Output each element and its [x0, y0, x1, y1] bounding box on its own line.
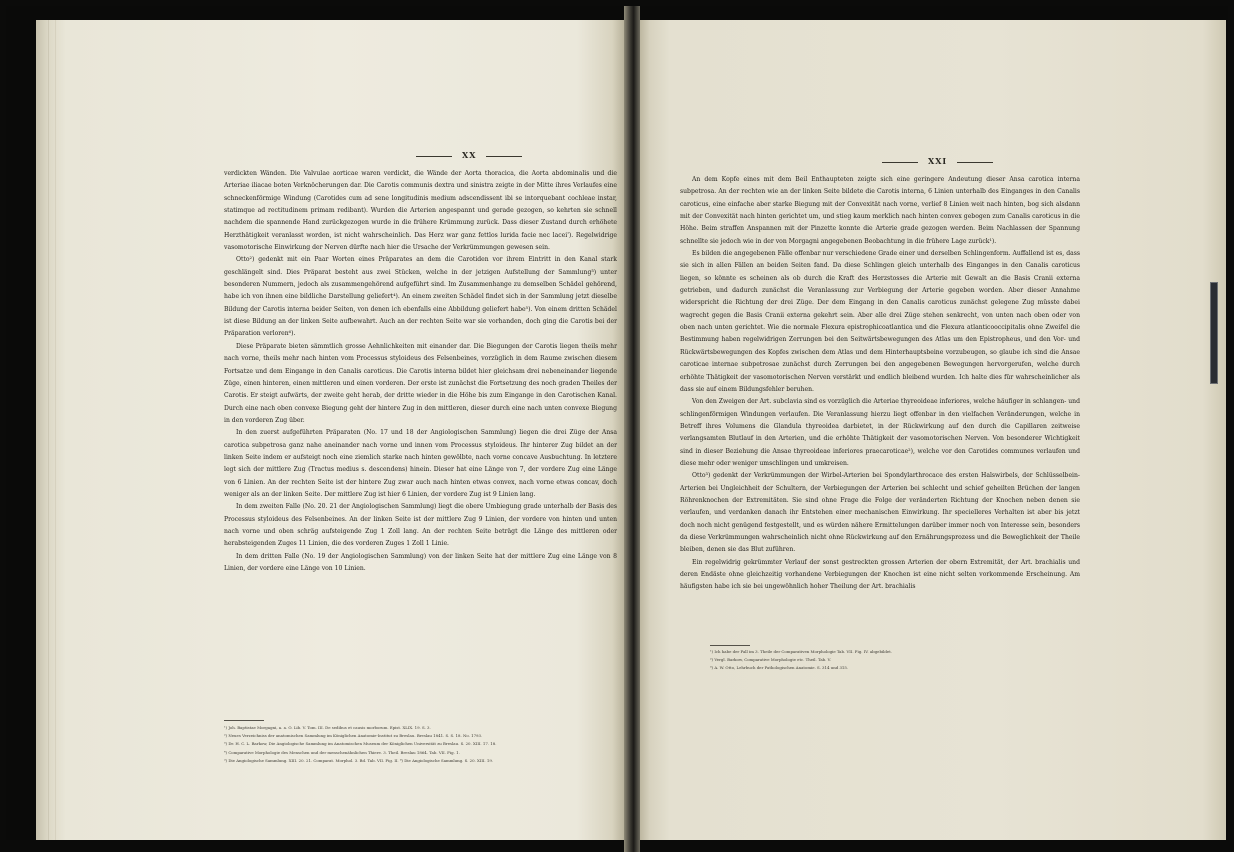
paragraph: In den zuerst aufgeführten Präparaten (No. 17 und 18 der Angiologischen Sammlung) liegen die drei Züge der Ansa carotica subpetrosa ganz nahe aneinander nach vorne und innen vom Processus styloideus. Ihr hinterer Zug bildet an der linken Seite indem er aufsteigt noch eine ziemlich starke nach hinten gewölbte, nach vorne concave Ausbuchtung. In letztere legt sich der mittlere Zug (Tractus medius s. descendens) hinein. Dieser hat eine Länge von 7, der vordere Zug eine Länge von 6 Linien. An der rechten Seite ist der hintere Zug zwar auch nach hinten etwas convex, nach vorne etwas concav, doch weniger als an der linken Seite. Der mittlere Zug ist hier 6 Linien, der vordere Zug ist 9 Linien lang.: [224, 429, 617, 498]
footnote-rule: [224, 720, 264, 721]
book-scan: [6, 6, 1228, 840]
right-page-body: [680, 174, 1080, 594]
paragraph: Ein regelwidrig gekrümmter Verlauf der sonst gestreckten grossen Arterien der obern Extremität, der Art. brachialis und deren Endäste ohne gleichzeitig vorhandene Verbiegungen der Knochen ist eine nicht selten vorkommende Erscheinung. Am häufigsten habe ich sie bei ungewöhnlich hoher Theilung der Art. brachialis: [680, 558, 1080, 591]
paragraph: In dem dritten Falle (No. 19 der Angiologischen Sammlung) von der linken Seite hat der mittlere Zug eine Länge von 8 Linien, der vordere eine Länge von 10 Linien.: [224, 552, 617, 572]
left-page-footnotes: [224, 724, 617, 765]
paragraph: Otto³) gedenkt der Verkrümmungen der Wirbel-Arterien bei Spondylarthrocace des ersten Halswirbels, der Schlüsselbein-Arterien bei Ungleichheit der Schultern, der Verbiegungen der Arterien bei schlecht und schief geheilten Brüchen der langen Röhrenknochen der Extremitäten. Sie sind ohne Frage die Folge der veränderten Richtung der Knochen neben denen sie verlaufen, und verdanken danach ihr Entstehen einer mechanischen Einwirkung. Ihr specielleres Verhalten ist aber bis jetzt doch noch nicht genügend festgestellt, und es würden nähere Ermittelungen darüber immer noch von Interesse sein, besonders da diese Verkrümmungen wahrscheinlich nicht ohne Rückwirkung auf den Ernährungsprozess und die Beweglichkeit der Theile bleiben, denen sie das Blut zuführen.: [680, 472, 1080, 554]
paragraph: Es bilden die angegebenen Fälle offenbar nur verschiedene Grade einer und derselben Schlingenform. Auffallend ist es, dass sie sich in allen Fällen an beiden Seiten fand. Da diese Schlingen gleich unterhalb des Einganges in den Canalis caroticus liegen, so könnte es scheinen als ob durch die Kraft des Herzstosses die Arterie mit Gewalt an die Basis Cranii externa getrieben, und dadurch zunächst die Veranlassung zur Verbiegung der Arterie gegeben worden. Aber dieser Annahme widerspricht die Richtung der drei Züge. Der dem Eingang in den Canalis caroticus zunächst gelegene Zug müsste dabei wagrecht gegen die Basis Cranii externa gekehrt sein. Aber alle drei Züge stehen senkrecht, von unten nach oben oder von oben nach unten gerichtet. Wie die normale Flexura epistrophicoatlantica und die Flexura atlanticooccipitalis ohne Zweifel die Bestimmung haben regelwidrigen Zerrungen bei den Seitwärtsbewegungen des Atlas um den Epistropheus, und den Vor- und Rückwärtsbewegungen des Kopfes zwischen dem Atlas und dem Hinterhauptsbeine vorzubeugen, so glaube ich sind die Ansae caroticae internae subpetrosae zunächst durch Zerrungen bei den angegebenen Bewegungen hervorgerufen, welche durch erhöhte Thätigkeit der vasomotorischen Nerven verstärkt und endlich bleibend wurden. Ich halte dies für wahrscheinlicher als dass sie auf einem Bildungsfehler beruhen.: [680, 250, 1080, 393]
left-page: [36, 20, 624, 840]
paragraph: Von den Zweigen der Art. subclavia sind es vorzüglich die Arteriae thyreoideae inferiores, welche häufiger in schlangen- und schlingenförmigen Windungen verlaufen. Die Veranlassung hierzu liegt offenbar in den vielfachen Veränderungen, welche in Betreff ihres Volumens die Glandula thyreoidea darbietet, in der Rückwirkung auf den durch die Capillaren zeitweise verlangsamten Blutlauf in den Arterien, und die erhöhte Thätigkeit der vasomotorischen Nerven. Von besonderer Wichtigkeit sind in dieser Beziehung die Ansae thyreoideae inferiores praecaroticae²), welche vor den Carotides communes verlaufen und diese mehr oder weniger umschlingen und umkreisen.: [680, 398, 1080, 467]
paragraph: An dem Kopfe eines mit dem Beil Enthaupteten zeigte sich eine geringere Andeutung dieser Ansa carotica interna subpetrosa. An der rechten wie an der linken Seite bildete die Carotis interna, 6 Linien unterhalb des Einganges in den Canalis caroticus, eine einfache aber starke Biegung mit der Convexität nach vorne, verlief 8 Linien weit nach hinten, bog sich alsdann mit der Convexität nach hinten gerichtet um, und stieg kaum merklich nach hinten convex gebogen zum Canalis caroticus in die Höhe. Beim straffen Anspannen mit der Pinzette konnte die Arterie grade gezogen werden. Beim Nachlassen der Spannung schnellte sie jedoch wie in der von Morgagni angegebenen Beobachtung in die frühere Lage zurück¹).: [680, 176, 1080, 245]
left-page-number: XX: [462, 150, 477, 160]
paragraph: In dem zweiten Falle (No. 20. 21 der Angiologischen Sammlung) liegt die obere Umbiegung grade unterhalb der Basis des Processus styloideus des Felsenbeines. An der linken Seite ist der mittlere Zug 9 Linien, der vordere von hinten und unten nach vorne und oben schräg aufsteigende Zug 1 Zoll lang. An der rechten Seite beträgt die Länge des mittleren oder herabsteigenden Zuges 11 Linien, die des vorderen Zuges 1 Zoll 1 Linie.: [224, 503, 617, 548]
footnote: ⁵) Die Angiologische Sammlung. XIII. 20. 21. Comparat. Morphol. 3. Bd. Tab. VII. Fig. II. ⁶) Die Angiologische Sammlung. S. 20. XIII. 19.: [224, 757, 494, 763]
paragraph: Diese Präparate bieten sämmtlich grosse Aehnlichkeiten mit einander dar. Die Biegungen der Carotis liegen theils mehr nach vorne, theils mehr nach hinten vom Processus styloideus des Felsenbeines, vorzüglich in dem Raume zwischen diesem Fortsatze und dem Eingange in den Canalis caroticus. Die Carotis interna bildet hier gleichsam drei nebeneinander liegende Züge, einen hinteren, einen mittleren und einen vorderen. Der erste ist zunächst die Fortsetzung des noch graden Theiles der Carotis. Er steigt aufwärts, der zweite geht herab, der dritte wieder in die Höhe bis zum Eingange in den Carotischen Kanal. Durch eine nach oben convexe Biegung geht der hintere Zug in den mittleren, dieser durch eine nach unten convexe Biegung in den vorderen Zug über.: [224, 342, 617, 424]
footnote: ²) Neues Verzeichniss der anatomischen Sammlung im Königlichen Anatomie-Institut zu Breslau. Breslau 1841. S. S. 18. No. 1793.: [224, 733, 483, 739]
book-gutter: [624, 6, 640, 852]
right-page-number: XXI: [928, 156, 948, 166]
right-page: [640, 20, 1226, 840]
left-page-body: [224, 168, 617, 575]
left-page-header: [406, 150, 532, 160]
footnote: ¹) Ich habe der Fall im 3. Theile der Comparativen Morphologie Tab. VII. Fig. IV. abgebildet.: [710, 649, 893, 654]
footnote: ²) Vergl. Barkow, Comparative Morphologie etc. Theil. Tab. V.: [710, 657, 831, 663]
archive-tab: [1210, 282, 1218, 384]
header-rule: [416, 156, 452, 157]
footnote: ³) Dr. H. C. L. Barkow, Die Angiologische Sammlung im Anatomischen Museum der Königlichen Universität zu Breslau. S. 20. XIII. 17. 18.: [224, 741, 497, 747]
right-page-header: [872, 156, 1003, 166]
footnote-rule: [710, 645, 750, 646]
paragraph: verdickten Wänden. Die Valvulae aorticae waren verdickt, die Wände der Aorta thoracica, die Aorta abdominalis und die Arteriae iliacae boten Verknöcherungen dar. Die Carotis communis dextra und sinistra zeigte in der Mitte ihres Verlaufes eine schneckenförmige Windung (Carotides cum ad sene longitudinis medium adscendissent ibi se intorquebant cochleae instar, statimque ad rectitudinem primam redibant). Wurden die Arterien angespannt und gerade gezogen, so kehrten sie schnell nachdem die spannende Hand zurückgezogen wurde in die frühere Krümmung zurück. Dass dieser Zustand durch erhöhete Herzthätigkeit veranlasst worden, ist nicht wahrscheinlich. Das Herz war ganz fettlos lurida facie nec lacei'). Regelwidrige vasomotorische Einwirkung der Nerven dürfte nach hier die Ursache der Verkrümmungen gewesen sein.: [224, 170, 617, 252]
header-rule: [957, 162, 993, 163]
header-rule: [486, 156, 522, 157]
page-edge-lines: [48, 20, 56, 840]
paragraph: Otto²) gedenkt mit ein Paar Worten eines Präparates an dem die Carotiden vor ihrem Eintritt in den Kanal stark geschlängelt sind. Dies Präparat besteht aus zwei Stücken, welche in der jetzigen Aufstellung der Sammlung³) unter besonderen Nummern, jedoch als zusammengehörend aufgeführt sind. Im Zusammenhange zu demselben Schädel gehörend, habe ich von ihnen eine bildliche Darstellung geliefert⁴). An einem zweiten Schädel findet sich in der Sammlung jetzt dieselbe Bildung der Carotis interna beider Seiten, von denen ich ebenfalls eine Abbildung geliefert habe⁵). Von einem dritten Schädel ist diese Bildung an der linken Seite aufbewahrt. Auch an der rechten Seite war sie vorhanden, doch ging die Carotis bei der Präparation verloren⁶).: [224, 256, 617, 338]
footnote: ³) A. W. Otto, Lehrbuch der Pathologischen Anatomie. S. 314 und 315.: [710, 665, 849, 671]
header-rule: [882, 162, 918, 163]
footnote: ¹) Joh. Baptistae Morgagni, a. a. O. Lib. V. Tom. III. De sedibus et causis morborum. Epist. XLIX. 19. S. 3.: [224, 725, 431, 730]
right-page-footnotes: [710, 648, 1070, 673]
footnote: ⁴) Comparative Morphologie des Menschen und der menschenähnlichen Thiere. 3. Theil. Breslau 1864. Tab. VII. Fig. 1.: [224, 749, 460, 755]
